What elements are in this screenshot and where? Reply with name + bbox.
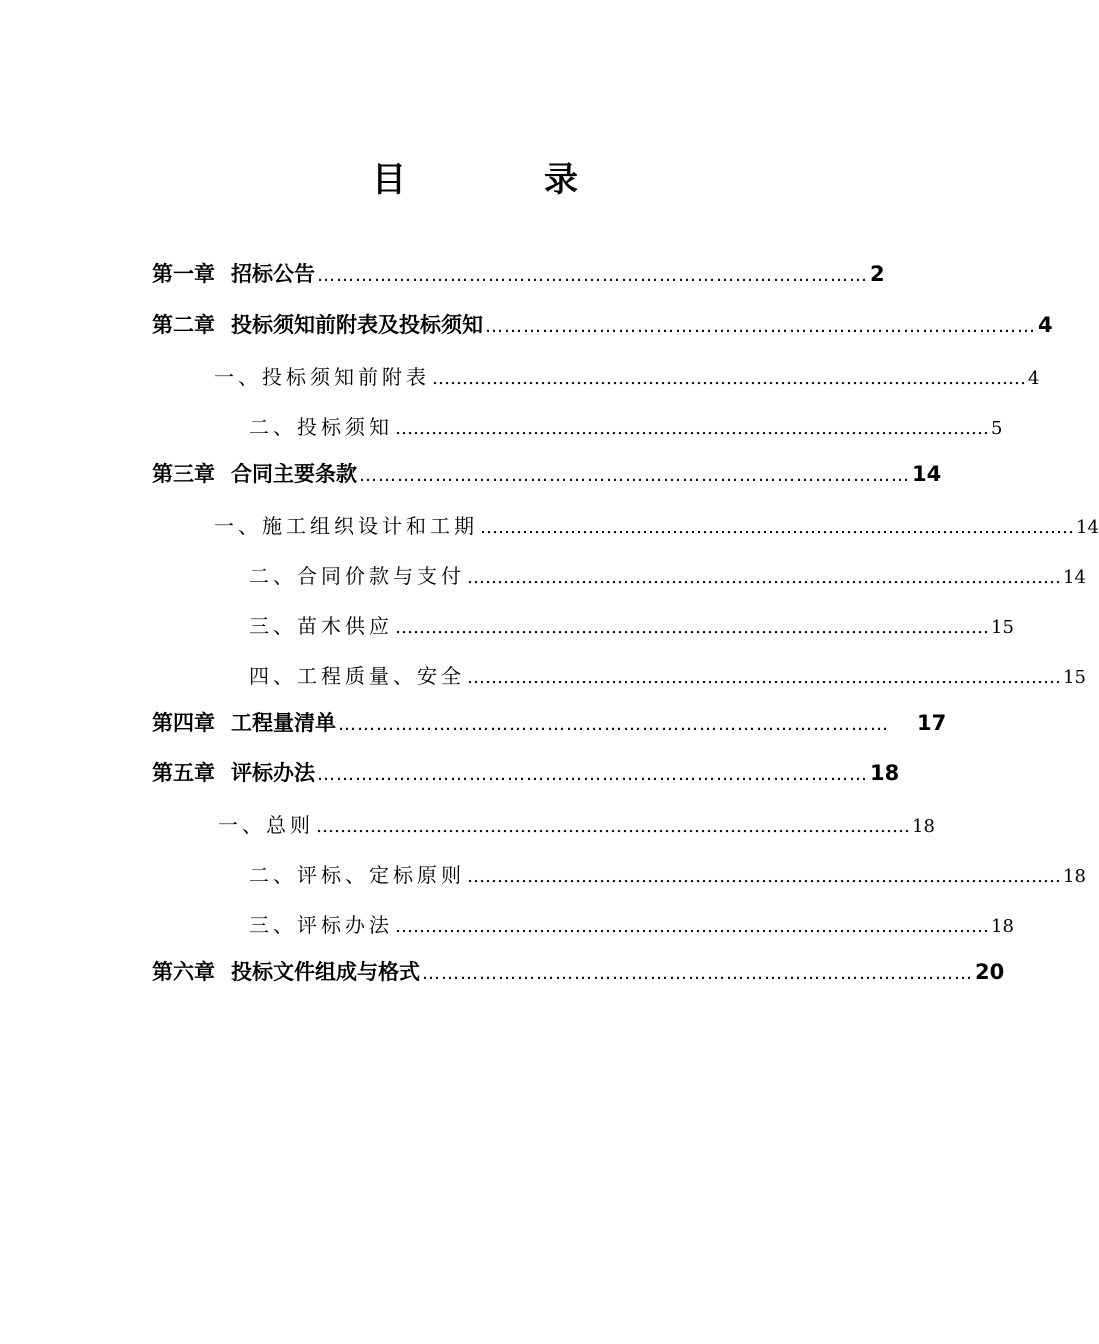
page-number: 18 bbox=[991, 916, 1014, 937]
toc-chapter-3[interactable] bbox=[152, 458, 942, 490]
dot-leader: ……………………………………………………………………………………… bbox=[432, 368, 1026, 389]
page-number: 20 bbox=[975, 960, 1005, 984]
page-number: 18 bbox=[912, 816, 935, 837]
page-number: 18 bbox=[1063, 866, 1086, 887]
toc-section-5-1[interactable] bbox=[218, 809, 935, 841]
dot-leader: …………………………………………………………………………… bbox=[338, 714, 889, 735]
toc-section-2-1[interactable] bbox=[214, 361, 1040, 393]
page-number: 2 bbox=[870, 262, 885, 286]
page-number: 4 bbox=[1028, 368, 1040, 389]
dot-leader: …………………………………………………………………………… bbox=[359, 465, 910, 486]
page-number: 14 bbox=[1063, 567, 1086, 588]
dot-leader: …………………………………………………………………………… bbox=[317, 764, 868, 785]
dot-leader: ……………………………………………………………………………………… bbox=[395, 617, 989, 638]
toc-section-5-3[interactable] bbox=[249, 909, 1014, 941]
page-number: 17 bbox=[917, 711, 947, 735]
toc-section-5-2[interactable] bbox=[249, 859, 1086, 891]
chapter-title: 招标公告 bbox=[231, 262, 315, 286]
dot-leader: ……………………………………………………………………………………… bbox=[316, 816, 910, 837]
section-title: 一、施工组织设计和工期 bbox=[214, 514, 478, 538]
page-number: 18 bbox=[870, 761, 900, 785]
page-number: 4 bbox=[1038, 313, 1053, 337]
toc-chapter-2[interactable] bbox=[152, 309, 1053, 341]
section-title: 三、苗木供应 bbox=[249, 614, 393, 638]
page-number: 14 bbox=[912, 462, 942, 486]
chapter-number: 第一章 bbox=[152, 262, 215, 286]
dot-leader: …………………………………………………………………………… bbox=[422, 963, 973, 984]
dot-leader: ……………………………………………………………………………………… bbox=[395, 916, 989, 937]
dot-leader: …………………………………………………………………………… bbox=[485, 316, 1036, 337]
section-title: 三、评标办法 bbox=[249, 913, 393, 937]
section-title: 二、合同价款与支付 bbox=[249, 564, 465, 588]
chapter-number: 第二章 bbox=[152, 313, 215, 337]
section-title: 二、投标须知 bbox=[249, 415, 393, 439]
chapter-number: 第三章 bbox=[152, 462, 215, 486]
dot-leader: ……………………………………………………………………………………… bbox=[480, 517, 1074, 538]
toc-chapter-1[interactable] bbox=[152, 258, 885, 290]
chapter-number: 第五章 bbox=[152, 761, 215, 785]
chapter-number: 第四章 bbox=[152, 711, 215, 735]
toc-chapter-5[interactable] bbox=[152, 757, 900, 789]
toc-section-3-2[interactable] bbox=[249, 560, 1086, 592]
toc-section-3-1[interactable] bbox=[214, 510, 1099, 542]
section-title: 四、工程质量、安全 bbox=[249, 664, 465, 688]
page-title: 目 录 bbox=[372, 160, 630, 200]
chapter-title: 评标办法 bbox=[231, 761, 315, 785]
chapter-title: 投标文件组成与格式 bbox=[231, 960, 420, 984]
dot-leader: ……………………………………………………………………………………… bbox=[395, 418, 989, 439]
dot-leader: …………………………………………………………………………… bbox=[317, 265, 868, 286]
page-number: 15 bbox=[991, 617, 1014, 638]
chapter-title: 工程量清单 bbox=[231, 711, 336, 735]
toc-section-3-4[interactable] bbox=[249, 660, 1086, 692]
toc-section-2-2[interactable] bbox=[249, 411, 1003, 443]
dot-leader: ……………………………………………………………………………………… bbox=[467, 866, 1061, 887]
page-number: 15 bbox=[1063, 667, 1086, 688]
page-number: 5 bbox=[991, 418, 1003, 439]
section-title: 一、总则 bbox=[218, 813, 314, 837]
toc-chapter-4[interactable] bbox=[152, 707, 947, 739]
toc-section-3-3[interactable] bbox=[249, 610, 1014, 642]
page-number: 14 bbox=[1076, 517, 1099, 538]
dot-leader: ……………………………………………………………………………………… bbox=[467, 567, 1061, 588]
chapter-number: 第六章 bbox=[152, 960, 215, 984]
section-title: 一、投标须知前附表 bbox=[214, 365, 430, 389]
chapter-title: 合同主要条款 bbox=[231, 462, 357, 486]
section-title: 二、评标、定标原则 bbox=[249, 863, 465, 887]
dot-leader: ……………………………………………………………………………………… bbox=[467, 667, 1061, 688]
chapter-title: 投标须知前附表及投标须知 bbox=[231, 313, 483, 337]
toc-chapter-6[interactable] bbox=[152, 956, 1005, 988]
